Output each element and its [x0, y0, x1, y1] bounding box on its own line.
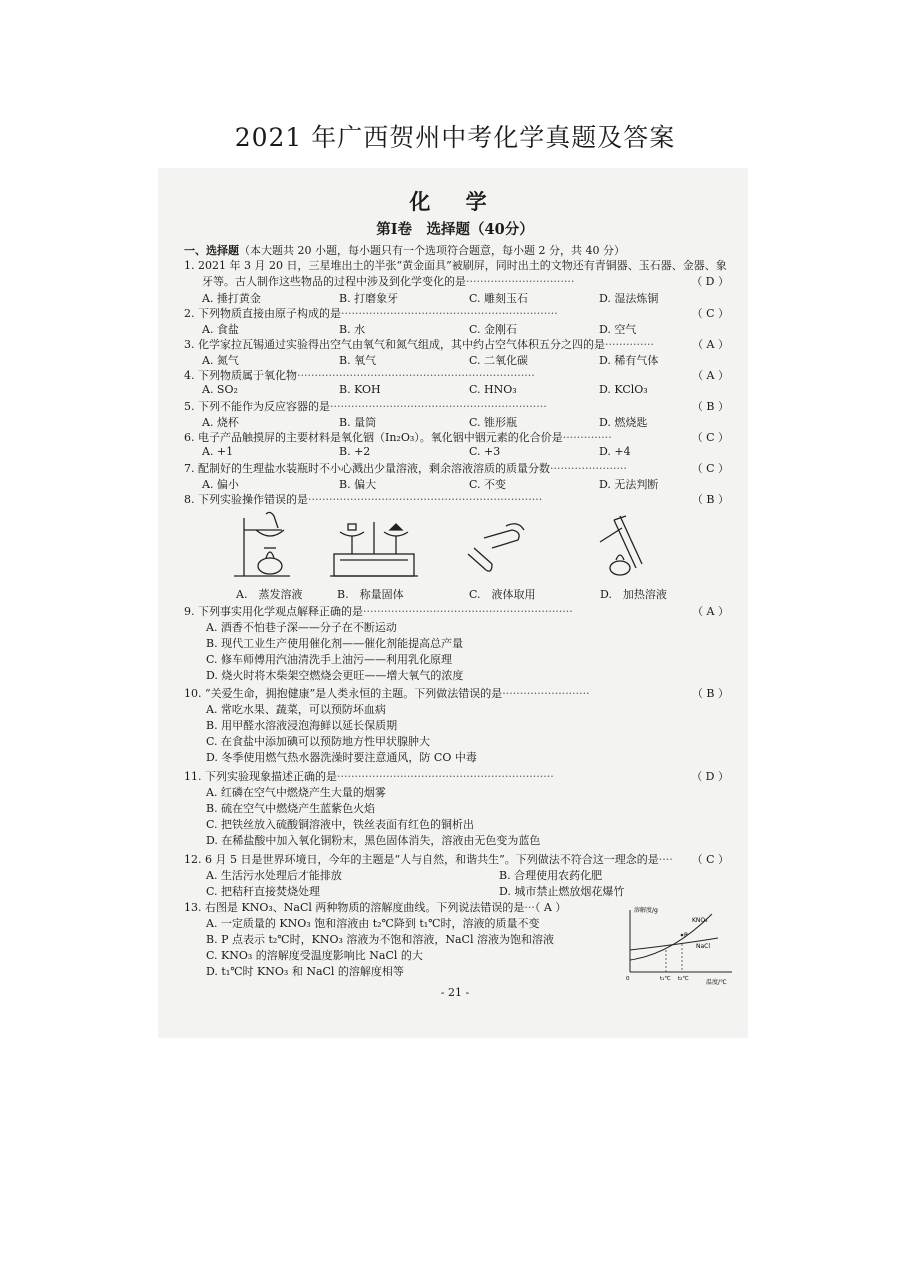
option-d: D. 烧火时将木柴架空燃烧会更旺——增大氧气的浓度 [206, 669, 464, 682]
page-number: - 21 - [440, 986, 470, 999]
question-2: 2. 下列物质直接由原子构成的是······························································ （ C ） [184, 307, 729, 320]
option-c: C. 不变 [469, 478, 507, 491]
question-1-cont: 牙等。古人制作这些物品的过程中涉及到化学变化的是······························· （ D ） [202, 275, 729, 288]
question-stem: 下列不能作为反应容器的是 [198, 400, 330, 413]
question-number: 10. [184, 687, 202, 700]
option-a: A. 食盐 [202, 323, 239, 336]
question-stem: 下列物质属于氧化物 [198, 369, 297, 382]
question-stem: “关爱生命，拥抱健康”是人类永恒的主题。下列做法错误的是 [205, 687, 503, 700]
option-a: A. 捶打黄金 [202, 292, 261, 305]
question-number: 7. [184, 462, 195, 475]
p-label: P [684, 932, 688, 939]
question-number: 3. [184, 338, 195, 351]
balance-figure [330, 522, 418, 576]
question-11: 11. 下列实验现象描述正确的是······························································ （ D ） [184, 770, 729, 783]
option-c: C. 修车师傅用汽油清洗手上油污——利用乳化原理 [206, 653, 453, 666]
option-c: C. 把铁丝放入硫酸铜溶液中，铁丝表面有红色的铜析出 [206, 818, 475, 831]
option-b: B. 用甲醛水溶液浸泡海鲜以延长保质期 [206, 719, 398, 732]
option-a: A. 酒香不怕巷子深——分子在不断运动 [206, 621, 397, 634]
option-c: C. 金刚石 [469, 323, 518, 336]
point-p [681, 934, 684, 937]
question-9: 9. 下列事实用化学观点解释正确的是···························································· （ A ） [184, 605, 729, 618]
question-number: 1. [184, 259, 195, 272]
option-b: B. +2 [339, 445, 371, 458]
t2-label: t₂℃ [678, 976, 689, 982]
question-number: 9. [184, 605, 195, 618]
y-label: 溶解度/g [634, 907, 658, 914]
question-stem: 下列实验现象描述正确的是 [205, 770, 337, 783]
option-c: C. KNO₃ 的溶解度受温度影响比 NaCl 的大 [206, 949, 423, 962]
document-title: 2021 年广西贺州中考化学真题及答案 [234, 123, 676, 152]
answer: （ C ） [691, 431, 729, 444]
option-c: C. 二氧化碳 [469, 354, 529, 367]
option-d: D. 湿法炼铜 [599, 292, 659, 305]
answer: （ C ） [691, 462, 729, 475]
option-b: B. KOH [339, 383, 381, 396]
answer: （ C ） [691, 307, 729, 320]
question-10: 10. “关爱生命，拥抱健康”是人类永恒的主题。下列做法错误的是························· （ B ） [184, 687, 729, 700]
figure-label-c: C. 液体取用 [469, 588, 536, 601]
answer: （ B ） [691, 400, 729, 413]
question-6: 6. 电子产品触摸屏的主要材料是氧化铟（In₂O₃）。氧化铟中铟元素的化合价是·············· （ C ） [184, 431, 729, 444]
nacl-label: NaCl [696, 943, 711, 950]
question-stem: 下列事实用化学观点解释正确的是 [198, 605, 363, 618]
heating-figure [600, 516, 642, 575]
option-a: A. 氮气 [202, 354, 239, 367]
answer: （ B ） [691, 493, 729, 506]
answer: （ C ） [691, 853, 729, 866]
option-b: B. 打磨象牙 [339, 292, 399, 305]
question-stem: 右图是 KNO₃、NaCl 两种物质的溶解度曲线。下列说法错误的是 [205, 901, 525, 914]
evaporation-figure [234, 512, 290, 576]
answer: （ A ） [692, 369, 729, 382]
question-number: 12. [184, 853, 202, 866]
option-b: B. 水 [339, 323, 366, 336]
option-d: D. 无法判断 [599, 478, 659, 491]
part-heading: 第Ⅰ卷 选择题（40分） [376, 221, 534, 238]
option-d: D. 在稀盐酸中加入氧化铜粉末，黑色固体消失，溶液由无色变为蓝色 [206, 834, 541, 847]
option-c: C. 锥形瓶 [469, 416, 518, 429]
answer: （ B ） [691, 687, 729, 700]
solubility-graph [622, 904, 742, 988]
option-d: D. +4 [599, 445, 631, 458]
option-d: D. 空气 [599, 323, 637, 336]
option-a: A. 烧杯 [202, 416, 239, 429]
liquid-pour-figure [468, 524, 524, 571]
option-d: D. 城市禁止燃放烟花爆竹 [499, 885, 625, 898]
answer: （ D ） [691, 275, 729, 288]
option-b: B. 合理使用农药化肥 [499, 869, 603, 882]
option-b: B. 偏大 [339, 478, 377, 491]
question-stem: 6 月 5 日是世界环境日，今年的主题是“人与自然，和谐共生”。下列做法不符合这一理念的是 [205, 853, 659, 866]
question-5: 5. 下列不能作为反应容器的是······························································ （ B ） [184, 400, 729, 413]
question-number: 11. [184, 770, 202, 783]
figure-label-a: A. 蒸发溶液 [236, 588, 303, 601]
question-stem: 下列物质直接由原子构成的是 [198, 307, 341, 320]
question-4: 4. 下列物质属于氧化物···································································· （ A ） [184, 369, 729, 382]
question-stem: 配制好的生理盐水装瓶时不小心溅出少量溶液，剩余溶液溶质的质量分数 [198, 462, 550, 475]
question-13: 13. 右图是 KNO₃、NaCl 两种物质的溶解度曲线。下列说法错误的是···（ A ） [184, 901, 567, 914]
option-d: D. KClO₃ [599, 383, 648, 396]
option-a: A. 偏小 [202, 478, 239, 491]
question-7: 7. 配制好的生理盐水装瓶时不小心溅出少量溶液，剩余溶液溶质的质量分数······················ （ C ） [184, 462, 729, 475]
answer: （ D ） [691, 770, 729, 783]
option-c: C. 在食盐中添加碘可以预防地方性甲状腺肿大 [206, 735, 431, 748]
origin-label: 0 [626, 976, 630, 982]
section-note: （本大题共 20 小题，每小题只有一个选项符合题意，每小题 2 分，共 40 分） [239, 244, 625, 257]
figure-label-d: D. 加热溶液 [600, 588, 667, 601]
option-d: D. 冬季使用燃气热水器洗澡时要注意通风，防 CO 中毒 [206, 751, 477, 764]
question-stem: 化学家拉瓦锡通过实验得出空气由氧气和氮气组成，其中约占空气体积五分之四的是 [198, 338, 605, 351]
option-b: B. 量筒 [339, 416, 377, 429]
t1-label: t₁℃ [660, 976, 671, 982]
answer: （ A ） [534, 901, 567, 914]
question-12: 12. 6 月 5 日是世界环境日，今年的主题是“人与自然，和谐共生”。下列做法不符合这一理念的是···· （ C ） [184, 853, 729, 866]
answer: （ A ） [692, 605, 729, 618]
option-d: D. 燃烧匙 [599, 416, 648, 429]
question-number: 13. [184, 901, 202, 914]
question-number: 4. [184, 369, 195, 382]
option-c: C. +3 [469, 445, 501, 458]
option-b: B. 硫在空气中燃烧产生蓝紫色火焰 [206, 802, 376, 815]
question-stem: 2021 年 3 月 20 日，三星堆出土的半张“黄金面具”被刷屏，同时出土的文物还有青铜器、玉石器、金器、象 [198, 259, 727, 272]
option-a: A. 常吃水果、蔬菜，可以预防坏血病 [206, 703, 386, 716]
lab-operations-figures [230, 508, 660, 584]
option-b: B. 氧气 [339, 354, 377, 367]
question-3: 3. 化学家拉瓦锡通过实验得出空气由氧气和氮气组成，其中约占空气体积五分之四的是·············· （ A ） [184, 338, 729, 351]
question-number: 2. [184, 307, 195, 320]
question-8: 8. 下列实验操作错误的是··································································· （ B ） [184, 493, 729, 506]
question-number: 8. [184, 493, 195, 506]
subject-heading: 化 学 [409, 189, 501, 214]
option-a: A. SO₂ [202, 383, 238, 396]
option-c: C. 把秸秆直接焚烧处理 [206, 885, 321, 898]
question-stem: 电子产品触摸屏的主要材料是氧化铟（In₂O₃）。氧化铟中铟元素的化合价是 [198, 431, 563, 444]
figure-label-b: B. 称量固体 [337, 588, 404, 601]
question-number: 5. [184, 400, 195, 413]
answer: （ A ） [692, 338, 729, 351]
section-label: 一、选择题 [184, 244, 239, 257]
question-number: 6. [184, 431, 195, 444]
option-b: B. P 点表示 t₂℃时，KNO₃ 溶液为不饱和溶液，NaCl 溶液为饱和溶液 [206, 933, 554, 946]
question-stem-cont: 牙等。古人制作这些物品的过程中涉及到化学变化的是 [202, 275, 466, 288]
section-heading [184, 242, 625, 258]
option-b: B. 现代工业生产使用催化剂——催化剂能提高总产量 [206, 637, 464, 650]
option-d: D. 稀有气体 [599, 354, 659, 367]
option-a: A. 生活污水处理后才能排放 [206, 869, 342, 882]
kno3-label: KNO₃ [692, 917, 708, 924]
option-a: A. 一定质量的 KNO₃ 饱和溶液由 t₂℃降到 t₁℃时，溶液的质量不变 [206, 917, 540, 930]
question-1 [184, 257, 729, 273]
option-c: C. HNO₃ [469, 383, 517, 396]
option-c: C. 雕刻玉石 [469, 292, 529, 305]
option-d: D. t₁℃时 KNO₃ 和 NaCl 的溶解度相等 [206, 965, 404, 978]
option-a: A. +1 [202, 445, 234, 458]
x-label: 温度/℃ [706, 979, 727, 986]
option-a: A. 红磷在空气中燃烧产生大量的烟雾 [206, 786, 386, 799]
question-stem: 下列实验操作错误的是 [198, 493, 308, 506]
